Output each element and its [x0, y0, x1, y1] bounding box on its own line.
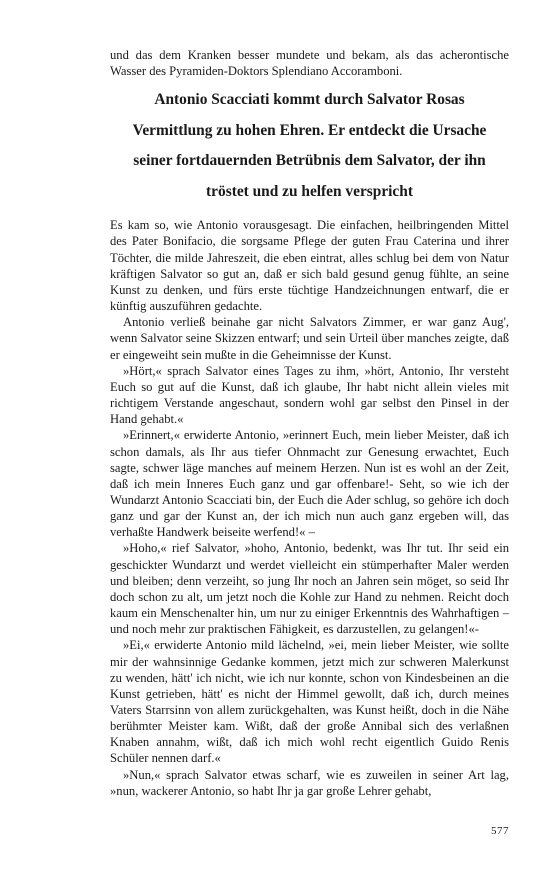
- body-paragraph: Es kam so, wie Antonio vorausgesagt. Die einfachen, heilbringenden Mittel des Pater Bonifacio, die sorgsame Pflege der guten Frau Caterina und ihrer Töchter, die milde Jahreszeit, die eben eintrat, alles schlug bei dem von Natur kräftigen Salvator so gut an, daß er sich bald gesund genug fühlte, an seine Kunst zu denken, und fürs erste tüchtige Handzeichnungen entwarf, die er künftig auszuführen gedachte.: [110, 218, 509, 314]
- chapter-heading: Antonio Scacciati kommt durch Salvator Rosas Vermittlung zu hohen Ehren. Er entdeckt die Ursache seiner fortdauernden Betrübnis dem Salvator, der ihn tröstet und zu helfen verspricht: [132, 91, 487, 200]
- book-page: [110, 47, 509, 799]
- intro-paragraph: und das dem Kranken besser mundete und bekam, als das acherontische Wasser des Pyramiden-Doktors Splendiano Accoramboni.: [110, 48, 509, 79]
- body-paragraph: »Ei,« erwiderte Antonio mild lächelnd, »ei, mein lieber Meister, wie sollte mir der wahnsinnige Gedanke kommen, jetzt mich zur schweren Malerkunst zu wenden, hätt' ich nicht, wie ich nur konnte, schon von Kindesbeinen an die Kunst getrieben, hätt' es nicht der Himmel gewollt, daß ich, durch meines Vaters Starrsinn von allem zurückgehalten, was Kunst heißt, doch in die Nähe berühmter Meister kam. Wißt, daß der große Annibal sich des verlaßnen Knaben annahm, wißt, daß ich mich wohl recht eigentlich Guido Renis Schüler nennen darf.«: [110, 638, 509, 766]
- page-number: 577: [491, 825, 509, 837]
- body-paragraph: »Hört,« sprach Salvator eines Tages zu ihm, »hört, Antonio, Ihr versteht Euch so gut auf die Kunst, daß ich glaube, Ihr habt nicht allein vieles mit richtigem Verstande angeschaut, sondern wohl gar selbst den Pinsel in der Hand gehabt.«: [110, 363, 509, 427]
- body-paragraph: Antonio verließ beinahe gar nicht Salvators Zimmer, er war ganz Aug', wenn Salvator seine Skizzen entwarf; und sein Urteil über manches zeigte, daß er eingeweiht sein mußte in die Geheimnisse der Kunst.: [110, 315, 509, 362]
- body-paragraph: »Hoho,« rief Salvator, »hoho, Antonio, bedenkt, was Ihr tut. Ihr seid ein geschickter Wundarzt und werdet vielleicht ein stümperhafter Maler werden und bleiben; denn verzeiht, so jung Ihr noch an Jahren sein möget, so seid Ihr doch schon zu alt, um jetzt noch die Kohle zur Hand zu nehmen. Reicht doch kaum ein Menschenalter hin, um nur zu einiger Erkenntnis des Wahrhaftigen – und noch mehr zur praktischen Fähigkeit, es darzustellen, zu gelangen!«-: [110, 541, 509, 637]
- body-paragraph: »Erinnert,« erwiderte Antonio, »erinnert Euch, mein lieber Meister, daß ich schon damals, als Ihr aus tiefer Ohnmacht zur Genesung erwachtet, Euch sagte, schwer läge manches auf meinem Herzen. Nun ist es wohl an der Zeit, daß ich mein Inneres Euch ganz und gar offenbare!- Seht, so wie ich der Wundarzt Antonio Scacciati bin, der Euch die Ader schlug, so gehöre ich doch ganz und gar der Kunst an, der ich mich nun auch ganz ergeben will, das verhaßte Handwerk beiseite werfend!« –: [110, 428, 509, 540]
- body-paragraph: »Nun,« sprach Salvator etwas scharf, wie es zuweilen in seiner Art lag, »nun, wackerer Antonio, so habt Ihr ja gar große Lehrer gehabt,: [110, 767, 509, 798]
